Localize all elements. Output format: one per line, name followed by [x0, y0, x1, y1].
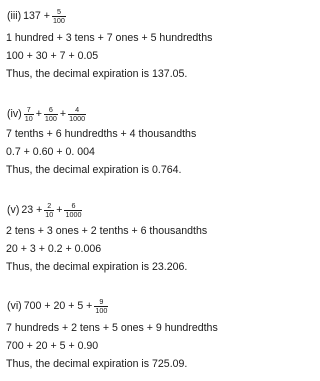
numerator: 6 [48, 104, 53, 114]
denominator: 100 [44, 113, 57, 123]
numerator: 4 [75, 104, 80, 114]
denominator: 100 [52, 15, 65, 25]
expression [6, 2, 260, 30]
expression [6, 196, 260, 224]
fraction [64, 202, 82, 219]
numerator: 5 [56, 6, 61, 16]
place-value-line: 7 hundreds + 2 tens + 5 ones + 9 hundredths [6, 322, 218, 334]
expanded-sum-line: 0.7 + 0.60 + 0. 004 [6, 146, 95, 158]
conclusion-line: Thus, the decimal expiration is 725.09. [6, 358, 188, 370]
expanded-sum-line: 700 + 20 + 5 + 0.90 [6, 340, 99, 352]
term: 23 + [21, 204, 43, 216]
problem-v [6, 196, 260, 273]
numerator: 9 [99, 296, 104, 306]
problem-label: (v) [7, 204, 20, 216]
problem-label: (iii) [7, 10, 22, 22]
denominator: 1000 [69, 113, 86, 123]
problem-label: (iv) [7, 108, 22, 120]
denominator: 100 [95, 305, 108, 315]
problem-vi [6, 292, 260, 370]
denominator: 10 [45, 209, 54, 219]
denominator: 10 [24, 113, 33, 123]
numerator: 6 [71, 200, 76, 210]
problem-label: (vi) [7, 300, 22, 312]
plus-sign: + [56, 204, 63, 216]
fraction [44, 202, 54, 219]
expanded-sum-line: 20 + 3 + 0.2 + 0.006 [6, 243, 102, 255]
expression [6, 292, 260, 320]
conclusion-line: Thus, the decimal expiration is 0.764. [6, 164, 182, 176]
conclusion-line: Thus, the decimal expiration is 23.206. [6, 261, 188, 273]
term: 137 + [23, 10, 50, 22]
term: 700 + 20 + 5 + [23, 300, 93, 312]
conclusion-line: Thus, the decimal expiration is 137.05. [6, 68, 188, 80]
fraction [68, 106, 86, 123]
fraction [52, 8, 66, 25]
numerator: 2 [47, 200, 52, 210]
plus-sign: + [59, 108, 67, 120]
expanded-sum-line: 100 + 30 + 7 + 0.05 [6, 50, 99, 62]
plus-sign: + [35, 108, 42, 120]
fraction [44, 106, 58, 123]
place-value-line: 1 hundred + 3 tens + 7 ones + 5 hundredths [6, 32, 213, 44]
problem-iv [6, 100, 260, 176]
place-value-line: 7 tenths + 6 hundredths + 4 thousandths [6, 128, 197, 140]
fraction [94, 298, 108, 315]
expression [6, 100, 260, 128]
place-value-line: 2 tens + 3 ones + 2 tenths + 6 thousandths [6, 225, 208, 237]
problem-iii [6, 2, 260, 80]
numerator: 7 [26, 104, 31, 114]
fraction [24, 106, 34, 123]
denominator: 1000 [65, 209, 82, 219]
